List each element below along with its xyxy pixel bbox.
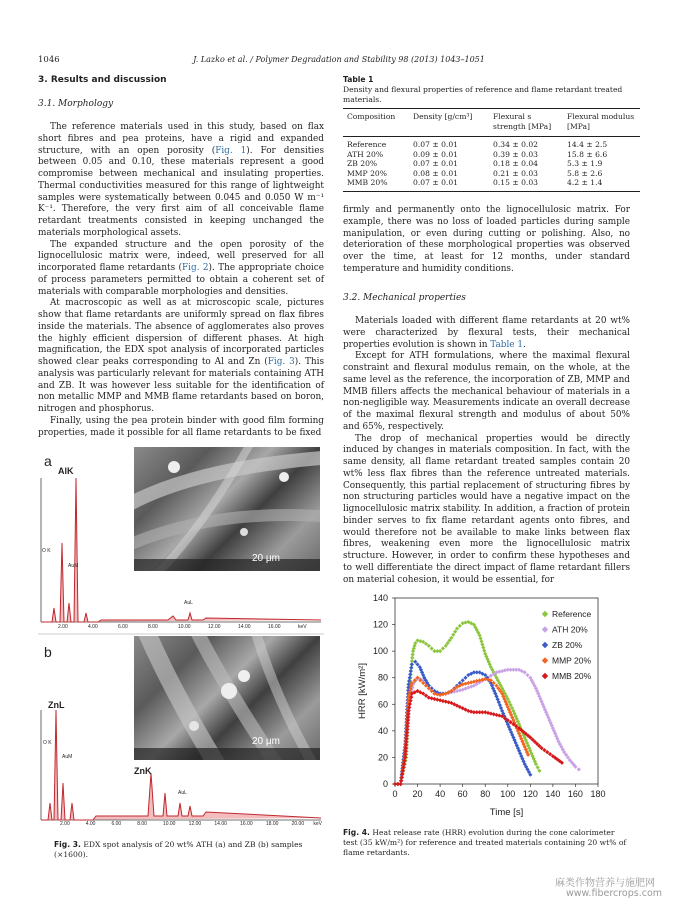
subsection-title-morphology: 3.1. Morphology: [38, 99, 114, 109]
y-tick-label: 60: [377, 699, 388, 710]
y-tick-label: 100: [372, 646, 388, 657]
table-cell: 0.21 ± 0.03: [493, 168, 539, 178]
table-cell: ZB 20%: [347, 159, 378, 169]
paragraph: firmly and permanently onto the lignocellulosic matrix. For example, there was no loss of loaded particles during sample manipulation, or even during cutting or polishing. Also, no deterioration of these morphological properties was observed over the time, at least for 12 months, under standard temperature and humidity conditions.: [343, 205, 630, 274]
data-point: [409, 669, 413, 673]
legend-label: Reference: [552, 609, 592, 619]
table-cell: 0.18 ± 0.04: [493, 159, 539, 169]
legend-marker: [542, 642, 548, 648]
data-point: [438, 649, 442, 653]
data-point: [441, 646, 445, 650]
data-point: [399, 779, 403, 783]
data-point: [427, 686, 431, 690]
paragraph: The drop of mechanical properties would be directly induced by changes in materials composition. In fact, with the same density, all flame retardant treated samples contain 20 wt% less flax fibres than the reference untreated materials. Consequently, this partial replacement of structuring fibres by non structuring particles would have a negative impact on the lignocellulosic matrix stability. In addition, a fraction of protein binder serves to fix flame retardant agents onto fibres, and would therefore not be available to make links between flax fibres, weakening even more the lignocellulosic matrix structure. However, in order to confirm these hypotheses and to well differentiate the direct impact of flame retardant fillers on material cohesion, it would be essential, for: [343, 433, 630, 585]
table-cell: 5.3 ± 1.9: [567, 159, 603, 169]
data-point: [577, 767, 581, 771]
y-tick-label: 0: [382, 779, 388, 789]
column-header: Flexural s strength [MPa]: [493, 112, 552, 131]
table-cell: 5.8 ± 2.6: [567, 168, 603, 178]
peak-label-alk: AlK: [58, 466, 74, 476]
table-row: [343, 150, 640, 160]
table-cell: 15.8 ± 6.6: [567, 149, 608, 159]
table-cell: 4.2 ± 1.4: [567, 178, 603, 188]
x-tick-label: 160: [567, 789, 583, 799]
data-point: [430, 689, 434, 693]
data-point: [410, 656, 414, 660]
data-point: [479, 639, 483, 643]
peak-label-aum-a: AuM: [68, 563, 79, 569]
watermark-cn: 麻类作物营养与施肥网: [555, 878, 655, 889]
legend-marker: [542, 657, 548, 663]
table-cell: MMB 20%: [347, 178, 388, 188]
table-row: [343, 178, 640, 191]
peak-label-ok-b: O K: [43, 740, 52, 746]
page-number: 1046: [38, 55, 60, 65]
x-tick-label: 100: [500, 789, 516, 799]
table-cell: 0.09 ± 0.01: [413, 149, 459, 159]
table-1: [343, 75, 640, 192]
paragraph: Finally, using the pea protein binder with good film forming properties, made it possible for all flame retardants to be fixed: [38, 415, 324, 438]
y-tick-label: 40: [377, 725, 388, 736]
legend-label: ATH 20%: [552, 624, 588, 635]
table-cell: 14.4 ± 2.5: [567, 140, 608, 149]
column-header: Flexural modulus [MPa]: [567, 112, 635, 131]
data-point: [430, 646, 434, 650]
table-cell: 0.08 ± 0.01: [413, 168, 459, 178]
legend-marker: [542, 673, 548, 679]
x-tick-label: 120: [522, 789, 538, 799]
table1-link[interactable]: Table 1: [490, 339, 524, 350]
peak-label-znl: ZnL: [48, 700, 65, 710]
fig3-link[interactable]: Fig. 3: [267, 357, 295, 367]
x-tick-label: 80: [480, 789, 491, 799]
fig1-link[interactable]: Fig. 1: [215, 145, 247, 156]
table-cell: 0.34 ± 0.02: [493, 140, 539, 149]
peak-label-aul-a: AuL: [184, 600, 193, 606]
panel-b-label: b: [44, 644, 52, 660]
subsection-title-mechanical: 3.2. Mechanical properties: [343, 293, 466, 303]
x-axis-label: Time [s]: [489, 807, 524, 818]
watermark-url: www.fibercrops.com: [566, 888, 663, 899]
left-column-body: [38, 122, 324, 439]
sem-image-b: [134, 636, 320, 760]
legend-marker: [542, 611, 548, 617]
table-cell: Reference: [347, 140, 387, 149]
peak-label-aum-b: AuM: [62, 754, 73, 760]
x-tick-label: 20: [412, 789, 423, 799]
x-ticks-b: 2.00 4.00 6.00 8.00 10.00 12.00 14.00 16.00 18.00 20.00 keV: [60, 821, 323, 827]
data-point: [458, 624, 462, 628]
paragraph: Materials loaded with different flame retardants at 20 wt% were characterized by flexural tests, their mechanical properties evolution is shown in Table 1.: [343, 316, 630, 350]
table-caption: Density and flexural properties of reference and flame retardant treated materials.: [343, 85, 623, 104]
right-column-body-2: [343, 316, 630, 586]
table-cell: 0.07 ± 0.01: [413, 178, 459, 188]
panel-a-label: a: [44, 453, 52, 469]
legend-label: MMP 20%: [552, 655, 592, 666]
table-cell: MMP 20%: [347, 168, 387, 178]
y-axis-label: HRR [kW/m²]: [357, 663, 368, 719]
running-title: J. Lazko et al. / Polymer Degradation and Stability 98 (2013) 1043–1051: [193, 55, 485, 64]
data-point: [480, 642, 484, 646]
data-point: [408, 676, 412, 680]
section-title: 3. Results and discussion: [38, 75, 167, 85]
y-tick-label: 120: [372, 619, 388, 630]
paragraph: Except for ATH formulations, where the maximal flexural constraint and flexural modulus remain, on the whole, at the same level as the reference, the incorporation of ZB, MMP and MMB fillers affects the mechanical behaviour of materials in a non-negligible way. Measurements indicate an overall decrease of the maximal flexural strength and modulus of about 50% and 65%, respectively.: [343, 351, 630, 432]
data-point: [478, 636, 482, 640]
table-row: [343, 159, 640, 169]
data-point: [461, 678, 465, 682]
paragraph: At macroscopic as well as at microscopic scale, pictures show that flame retardants are uniformly spread on flax fibres inside the materials. The absence of agglomerates also proves the highly efficient dispersion of different phases. At high magnification, the EDX spot analysis of incorporated particles showed clear peaks corresponding to Al and Zn (Fig. 3). This analysis was particularly relevant for materials containing ATH and ZB. It was however less suitable for the identification of non metallic MMP and MMB flame retardants based on boron, nitrogen and phosphorus.: [38, 298, 325, 414]
data-point: [482, 649, 486, 653]
peak-label-znk: ZnK: [134, 766, 152, 776]
table-cell: ATH 20%: [347, 149, 384, 159]
table-label: Table 1: [343, 75, 374, 84]
x-tick-label: 0: [392, 789, 398, 799]
data-point: [525, 673, 529, 677]
legend-label: MMB 20%: [552, 671, 592, 681]
data-point: [410, 662, 414, 666]
x-ticks-a: 2.00 4.00 6.00 8.00 10.00 12.00 14.00 16.00 keV: [58, 624, 307, 630]
x-tick-label: 140: [545, 789, 561, 799]
paragraph: The reference materials used in this study, based on flax short fibres and pea proteins, have a rigid and expanded structure, with an open porosity (Fig. 1). For densities between 0.05 and 0.10, these materials represent a good compromise between mechanical and insulating properties. Thermal conductivities measured for this range of lightweight samples were systematically between 0.045 and 0.050 W m⁻¹ K⁻¹. Therefore, the very first aim of all conceivable flame retardant treatments consisted in keeping unchanged the materials morphological assets.: [38, 122, 324, 238]
table-cell: 0.07 ± 0.01: [413, 140, 459, 149]
y-tick-label: 140: [372, 593, 388, 603]
x-tick-label: 40: [435, 789, 446, 799]
table-row: [343, 137, 640, 150]
figure-3: [38, 448, 324, 828]
data-point: [399, 782, 403, 786]
paragraph: The expanded structure and the open porosity of the lignocellulosic matrix were, indeed, well preserved for all incorporated flame retardants (Fig. 2). The appropriate choice of process parameters permitted to obtain a coherent set of materials with comparable morphologies and densities.: [38, 239, 324, 297]
table-body: [343, 109, 640, 191]
peak-label-ok-a: O K: [42, 548, 51, 554]
y-tick-label: 20: [377, 752, 388, 763]
hrr-chart: [343, 590, 640, 822]
data-point: [408, 672, 412, 676]
fig3-caption: Fig. 3. EDX spot analysis of 20 wt% ATH (a) and ZB (b) samples (×1600).: [54, 840, 303, 859]
table-cell: 0.39 ± 0.03: [493, 149, 539, 159]
fig4-caption: Fig. 4. Heat release rate (HRR) evolution during the cone calorimeter test (35 kW/m²) for reference and treated materials containing 20 wt% of flame retardants.: [343, 828, 627, 857]
legend-label: ZB 20%: [552, 640, 583, 650]
data-point: [463, 676, 467, 680]
y-tick-label: 80: [377, 672, 388, 683]
table-cell: 0.07 ± 0.01: [413, 159, 459, 169]
peak-label-aul-b: AuL: [178, 790, 187, 796]
legend-marker: [542, 626, 548, 632]
x-tick-label: 60: [457, 789, 468, 799]
data-point: [421, 681, 425, 685]
scale-bar-a: 20 μm: [252, 553, 280, 564]
table-row: [343, 169, 640, 179]
column-header: Composition: [347, 112, 396, 121]
data-point: [411, 652, 415, 656]
x-tick-label: 180: [590, 789, 606, 799]
data-point: [481, 646, 485, 650]
right-column-body-1: [343, 205, 630, 276]
data-point: [409, 666, 413, 670]
table-cell: 0.15 ± 0.03: [493, 178, 539, 188]
fig2-link[interactable]: Fig. 2: [182, 263, 209, 273]
column-header: Density [g/cm³]: [413, 112, 473, 121]
scale-bar-b: 20 μm: [252, 736, 280, 747]
